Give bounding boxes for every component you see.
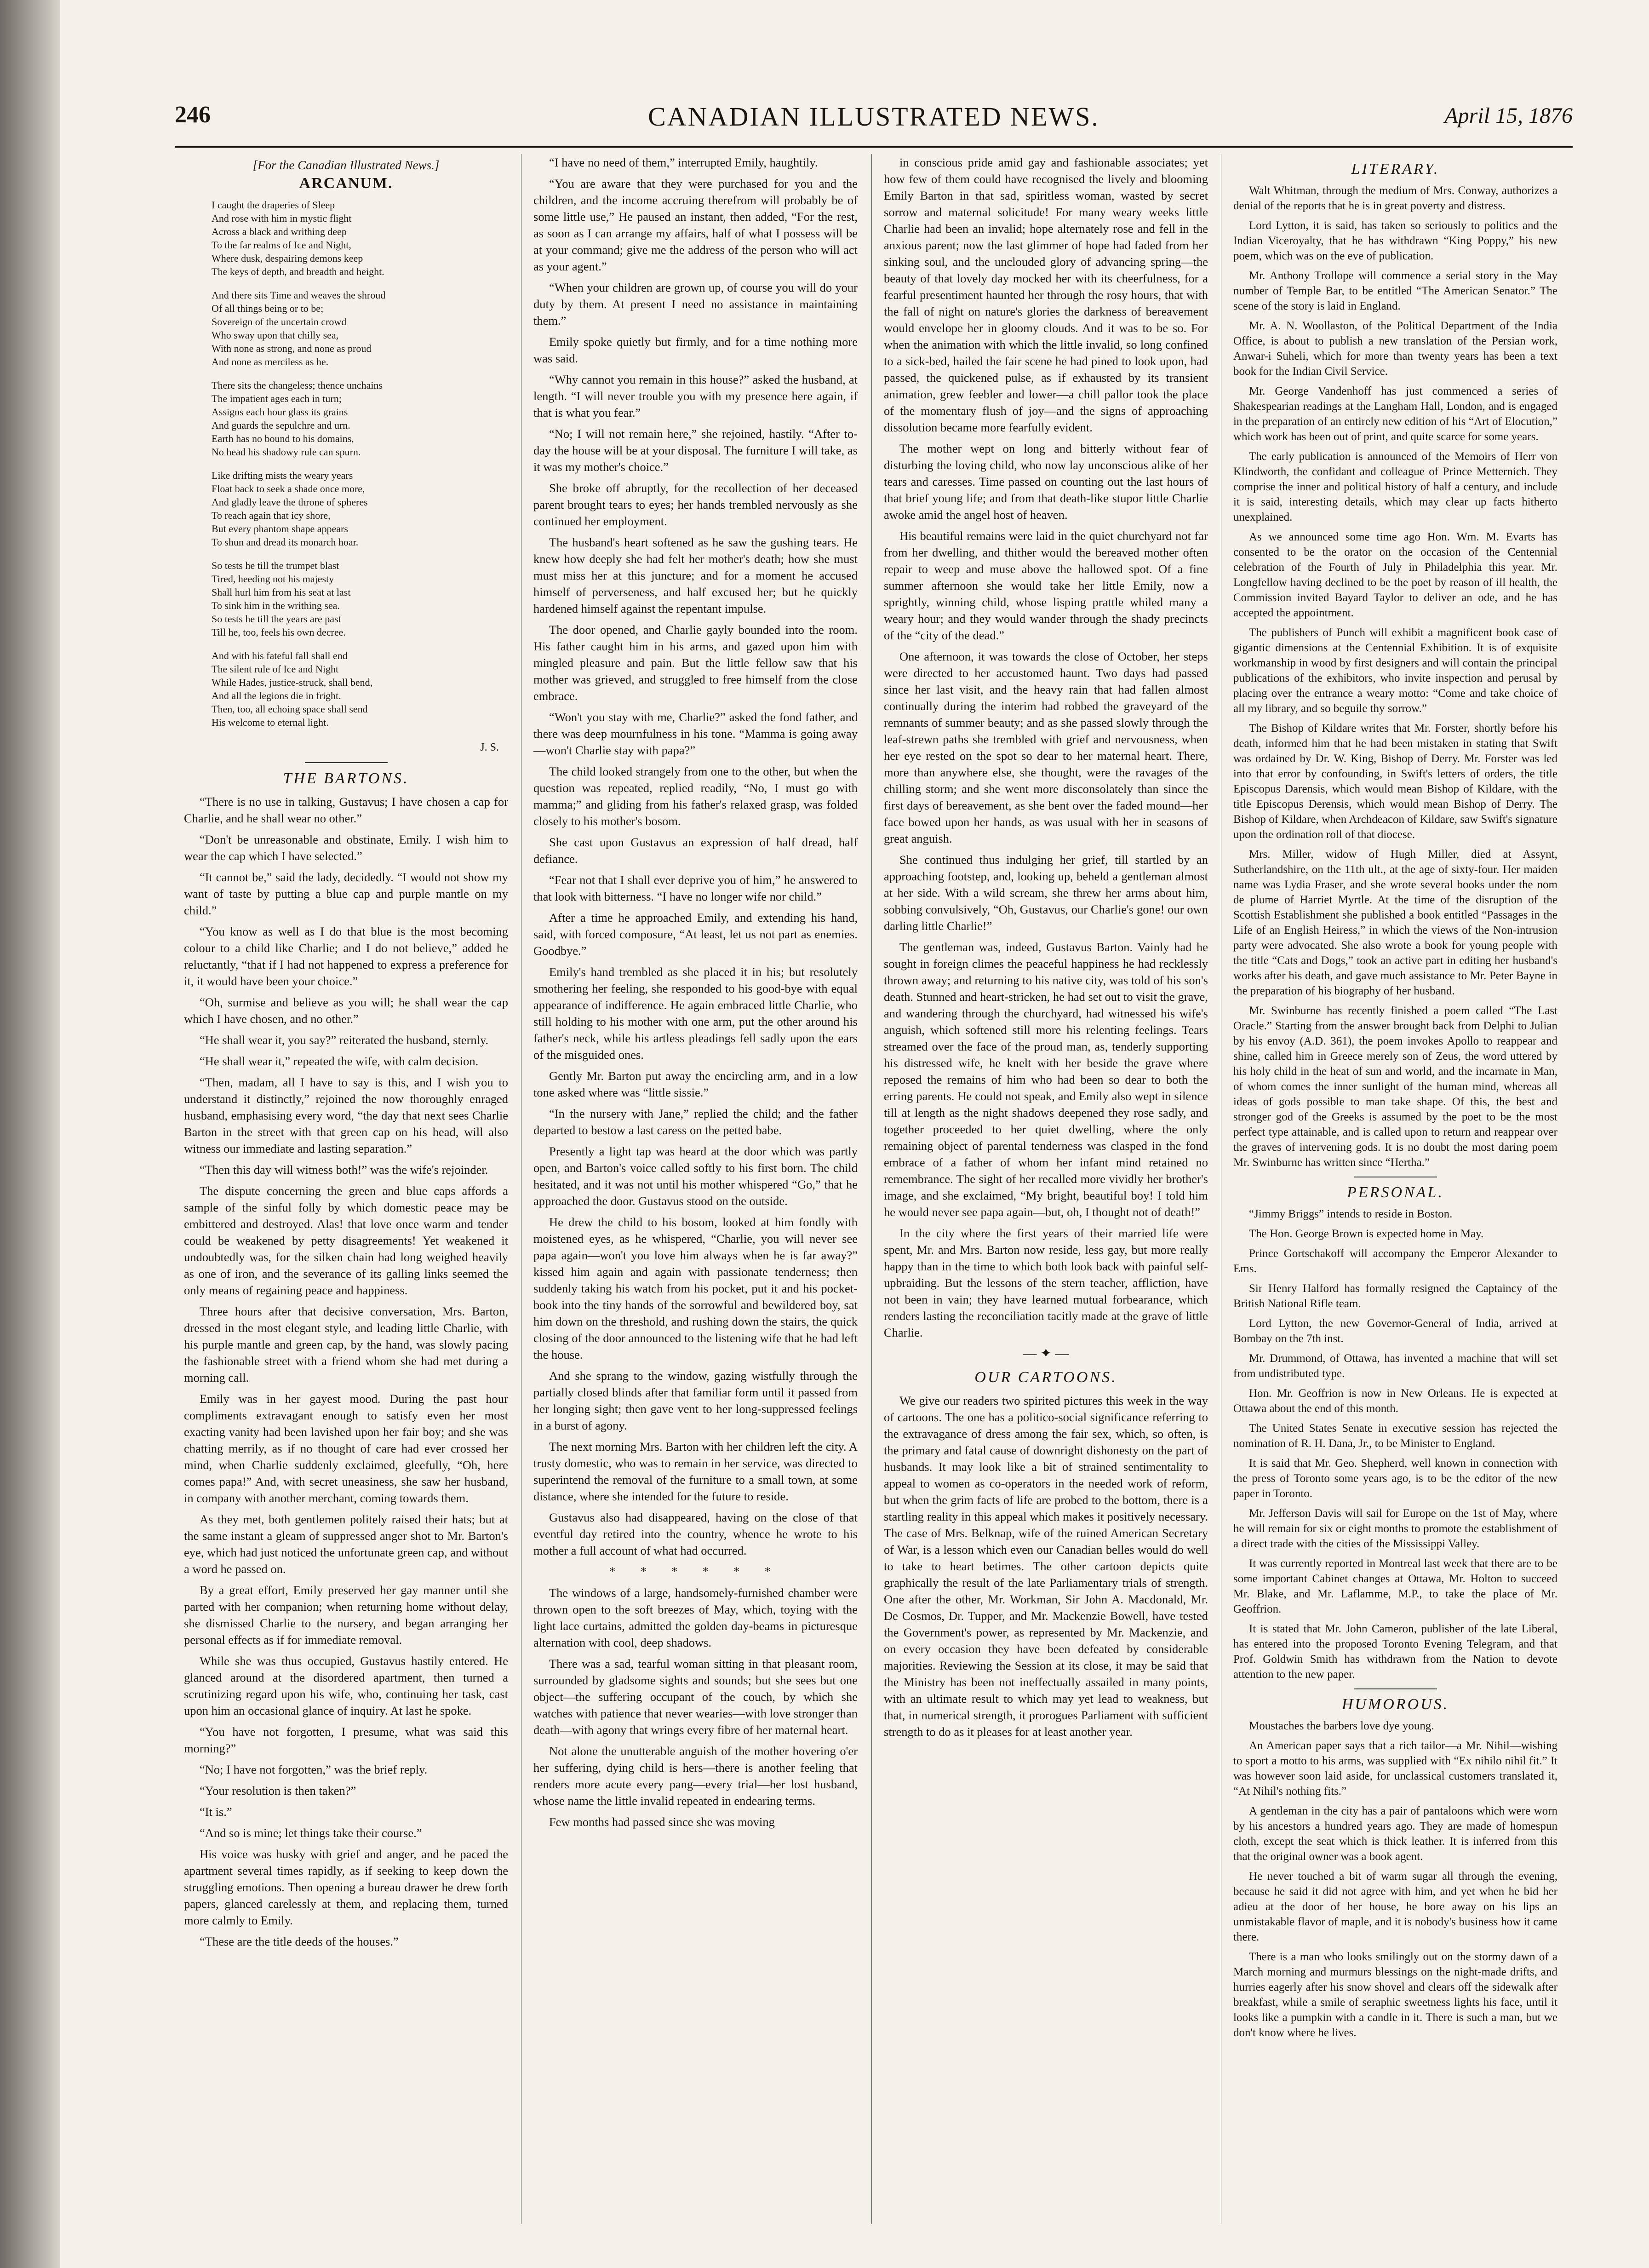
poem-stanzas [184, 198, 508, 729]
section-stars: * * * * * * [609, 1565, 782, 1578]
paragraph: “It cannot be,” said the lady, decidedly. “I would not show my want of taste by putting a blue cap and purple mantle on my child.” [184, 870, 508, 917]
paragraph: “Your resolution is then taken?” [200, 1784, 356, 1797]
news-note: It is said that Mr. Geo. Shepherd, well known in connection with the press of Toronto some years ago, is to be the editor of the new paper in Toronto. [1233, 1457, 1557, 1500]
paragraph: One afternoon, it was towards the close of October, her steps were directed to her accustomed haunt. Two days had passed since her last visit, and the heavy rain that had fallen almost continually during the interim had robbed the graveyard of the remnants of summer beauty; and as she passed slowly through the leaf-strewn paths she trembled with grief and nervousness, when her eye rested on the spot so dear to her maternal heart. There, more than anywhere else, she thought, were the ravages of the chilling storm; and she went more disconsolately than since the first days of bereavement, as she bent over the faded mound—her face bowed upon her hands, as was usual with her in seasons of great anguish. [884, 649, 1208, 845]
paragraph: “It is.” [200, 1805, 232, 1819]
paragraph: “Then, madam, all I have to say is this, and I wish you to understand it distinctly,” rejoined the now thoroughly enraged husband, emphasising every word, “the day that next sees Charlie Barton in the street with that green cap on his head, will also witness our immediate and lasting separation.” [184, 1075, 508, 1155]
paragraph: The mother wept on long and bitterly without fear of disturbing the loving child, who now lay unconscious alike of her tears and caresses. Time passed on counting out the last hours of that brief young life; and from that death-like stupor little Charlie awoke amid the angel host of heaven. [884, 442, 1208, 522]
paragraph: The windows of a large, handsomely-furnished chamber were thrown open to the soft breezes of May, which, toying with the light lace curtains, admitted the golden day-beams in picturesque alternation with cool, deep shadows. [533, 1586, 858, 1649]
news-note: Lord Lytton, it is said, has taken so seriously to politics and the Indian Viceroyalty, that he has withdrawn “King Poppy,” his new poem, which was on the eve of publication. [1233, 219, 1557, 262]
paragraph: Gently Mr. Barton put away the encircling arm, and in a low tone asked where was “little sissie.” [533, 1069, 858, 1099]
humorous-notes [1233, 1718, 1557, 2040]
paragraph: Presently a light tap was heard at the door which was partly open, and Barton's voice called softly to his first born. The child hesitated, and it was not until his mother whispered “Go,” that he approached the door. Gustavus stood on the outside. [533, 1144, 858, 1208]
paragraph: “He shall wear it, you say?” reiterated the husband, sternly. [200, 1033, 489, 1047]
paragraph: Emily's hand trembled as she placed it in his; but resolutely smothering her feeling, she responded to his good-bye with equal appearance of indifference. He again embraced little Charlie, who still holding to his mother with one arm, put the other around his father's neck, while his artless pleadings fell sadly upon the ears of the misguided ones. [533, 965, 858, 1062]
paragraph: “No; I have not forgotten,” was the brief reply. [200, 1763, 428, 1776]
news-note: Mr. Jefferson Davis will sail for Europe on the 1st of May, where he will remain for six or eight months to promote the establishment of a direct trade with the cities of the Mississippi Valley. [1233, 1507, 1557, 1550]
paragraph: We give our readers two spirited pictures this week in the way of cartoons. The one has a politico-social significance referring to the extravagance of dress among the fair sex, which, so often, is the primary and fatal cause of downright dishonesty on the part of husbands. It may look like a bit of strained sentimentality to appeal to women as co-operators in the needed work of reform, but when the grim facts of life are probed to the bottom, there is a startling reality in this appeal which makes it positively necessary. The case of Mrs. Belknap, wife of the ruined American Secretary of War, is a lesson which even our Canadian belles would do well to take to heart betimes. The other cartoon depicts quite graphically the result of the late Parliamentary trials of strength. One after the other, Mr. Workman, Sir John A. Macdonald, Mr. De Cosmos, Dr. Tupper, and Mr. Mackenzie Bowell, have tested the Government's power, as represented by Mr. Mackenzie, and on every occasion they have been defeated by considerable majorities. Reviewing the Session at its close, it may be said that the Ministry has been not ineffectually assailed in many points, with an ultimate result to which may yet lead to weakness, but that, in numerical strength, it prorogues Parliament with sufficient strength to do as it pleases for at least another year. [884, 1394, 1208, 1739]
news-note: “Jimmy Briggs” intends to reside in Boston. [1249, 1208, 1453, 1220]
paragraph: “You know as well as I do that blue is the most becoming colour to a child like Charlie; and I do not believe,” added he reluctantly, “that if I had not happened to express a preference for it, it would have been your choice.” [184, 924, 508, 988]
paragraph: Gustavus also had disappeared, having on the close of that eventful day retired into the country, whence he wrote to his mother a full account of what had occurred. [533, 1510, 858, 1557]
paragraph: And she sprang to the window, gazing wistfully through the partially closed blinds after that familiar form until it passed from her longing sight; then gave vent to her long-suppressed feelings in a burst of agony. [533, 1369, 858, 1432]
personal-title: PERSONAL. [1347, 1184, 1444, 1201]
news-note: As we announced some time ago Hon. Wm. M. Evarts has consented to be the orator on the occasion of the Centennial celebration of the Fourth of July in Philadelphia this year. Mr. Longfellow having declined to be the poet by reason of ill health, the Commission invited Bayard Taylor to deliver an ode, and he has accepted the appointment. [1233, 531, 1557, 619]
poem-stanza: And there sits Time and weaves the shroud Of all things being or to be; Sovereign of the uncertain crowd Who sway upon that chilly sea, With none as strong, and none as proud And none as merciless as he. [212, 289, 386, 367]
paragraph: After a time he approached Emily, and extending his hand, said, with forced composure, “At least, let us not part as enemies. Goodbye.” [533, 911, 858, 958]
paragraph: “He shall wear it,” repeated the wife, with calm decision. [200, 1054, 479, 1068]
paragraph: “Why cannot you remain in this house?” asked the husband, at length. “I will never trouble you with my presence here again, if that is what you fear.” [533, 373, 858, 419]
paragraph: in conscious pride amid gay and fashionable associates; yet how few of them could have recognised the lively and blooming Emily Barton in that sad, spiritless woman, wasted by secret sorrow and maternal solicitude! For many weary weeks little Charlie had been an invalid; hope alternately rose and fell in the anxious parent; now the last glimmer of hope had faded from her sinking soul, and the unclouded glory of advancing spring—the beauty of that lovely day mocked her with its cheerfulness, for a fearful presentiment haunted her through the rosy hours, that with the fall of night on nature's glories the darkness of bereavement would envelope her in gloomy clouds. And it was to be so. For when the animation with which the little invalid, so long confined to a sick-bed, hailed the fair scene he had pined to look upon, had passed, the quickened pulse, as if exhausted by its transient animation, grew feebler and lower—a chill pallor took the place of the momentary flush of joy—and the signs of approaching dissolution became more fearfully evident. [884, 155, 1208, 434]
news-note: There is a man who looks smilingly out on the stormy dawn of a March morning and murmurs blessings on the night-made drifts, and hurries eagerly after his snow shovel and clears off the sidewalk after breakfast, while a smile of seraphic sweetness lights his face, until it looks like a pumpkin with a candle in it. There is such a man, but we don't know where he lives. [1233, 1951, 1557, 2039]
paragraph: “In the nursery with Jane,” replied the child; and the father departed to bestow a last caress on the petted babe. [533, 1107, 858, 1137]
poem-stanza: So tests he till the trumpet blast Tired, heeding not his majesty Shall hurl him from his seat at last To sink him in the writhing sea. So tests he till the years are past Till he, too, feels his own decree. [212, 560, 351, 638]
paragraph: She cast upon Gustavus an expression of half dread, half defiance. [533, 835, 858, 866]
page-number: 246 [175, 102, 211, 128]
news-note: The early publication is announced of the Memoirs of Herr von Klindworth, the confidant and colleague of Prince Metternich. They comprise the inner and political history of half a century, and include it is said, interesting details, which may clear up facts hitherto unexplained. [1233, 450, 1557, 523]
story-body-continued [533, 154, 858, 1559]
section-divider [305, 762, 388, 763]
news-note: It is stated that Mr. John Cameron, publisher of the late Liberal, has entered into the proposed Toronto Evening Telegram, and that Prof. Goldwin Smith has withdrawn from the Nation to devote attention to the new paper. [1233, 1623, 1557, 1681]
masthead-rule [175, 146, 1573, 148]
news-note: The publishers of Punch will exhibit a magnificent book case of gigantic dimensions at the Centennial Exhibition. It is of exquisite workmanship in wood by first designers and will contain the principal publications of the exhibitors, who invite inspection and perusal by placing over the entrance a weary motto: “Come and take choice of all my library, and so beguile thy sorrow.” [1233, 626, 1557, 715]
paragraph: “Oh, surmise and believe as you will; he shall wear the cap which I have chosen, and no other.” [184, 995, 508, 1026]
news-note: It was currently reported in Montreal last week that there are to be some important Cabinet changes at Ottawa, Mr. Holton to succeed Mr. Blake, and Mr. Laflamme, M.P., to take the place of Mr. Geoffrion. [1233, 1557, 1557, 1615]
story-body [184, 793, 508, 1950]
paragraph: The dispute concerning the green and blue caps affords a sample of the sinful folly by which domestic peace may be embittered and destroyed. Alas! that love once warm and tender could be weakened by petty disagreements! Yet weakened it undoubtedly was, for the silken chain had long weighed heavily as one of iron, and the severance of its galling links seemed the only means of regaining peace and happiness. [184, 1184, 508, 1297]
paragraph: He drew the child to his bosom, looked at him fondly with moistened eyes, as he whispered, “Charlie, you will never see papa again—won't you love him always when he is far away?” kissed him again and again with passionate tenderness; then suddenly taking his watch from his pocket, put it and his pocket-book into the tiny hands of the sorrowful and bewildered boy, sat him down on the threshold, and rushing down the stairs, the quick closing of the door announced to the listening wife that he had left the house. [533, 1215, 858, 1361]
paragraph: “There is no use in talking, Gustavus; I have chosen a cap for Charlie, and he shall wear no other.” [184, 795, 508, 825]
column-3 [884, 154, 1208, 2219]
poem-stanza: There sits the changeless; thence unchains The impatient ages each in turn; Assigns each hour glass its grains And guards the sepulchre and urn. Earth has no bound to his domains, No head his shadowy rule can spurn. [212, 379, 383, 458]
poem-signature: J. S. [480, 741, 499, 753]
masthead [175, 101, 1573, 143]
literary-notes [1233, 183, 1557, 1170]
news-note: A gentleman in the city has a pair of pantaloons which were worn by his ancestors a hundred years ago. They are made of homespun cloth, except the seat which is thick leather. It is inferred from this that the original owner was a book agent. [1233, 1805, 1557, 1863]
news-note: He never touched a bit of warm sugar all through the evening, because he said it did not agree with him, and yet when he bid her adieu at the door of her house, he bore away on his lips an unmistakable flavor of maple, and it is nobody's business how it came there. [1233, 1870, 1557, 1943]
paragraph: The door opened, and Charlie gayly bounded into the room. His father caught him in his arms, and gazed upon him with mingled pleasure and pain. But the little fellow saw that his mother was grieved, and struggled to free himself from the close embrace. [533, 623, 858, 703]
paragraph: Few months had passed since she was moving [549, 1815, 775, 1829]
paragraph: While she was thus occupied, Gustavus hastily entered. He glanced around at the disordered apartment, then turned a scrutinizing regard upon his wife, who, continuing her task, cast upon him an occasional glance of inquiry. At last he spoke. [184, 1654, 508, 1717]
paragraph: His voice was husky with grief and anger, and he paced the apartment several times rapidly, as if seeking to keep down the struggling emotions. Then opening a bureau drawer he drew forth papers, glanced carelessly at them, and replacing them, turned more calmly to Emily. [184, 1847, 508, 1927]
paragraph: Not alone the unutterable anguish of the mother hovering o'er her suffering, dying child is hers—there is another feeling that renders more acute every pang—every trial—her lost husband, whose name the little invalid repeated in endearing terms. [533, 1744, 858, 1808]
paragraph: She continued thus indulging her grief, till startled by an approaching footstep, and, looking up, beheld a gentleman almost at her side. With a wild scream, she threw her arms about him, sobbing convulsively, “Oh, Gustavus, our Charlie's gone! our own darling little Charlie!” [884, 853, 1208, 933]
column-1 [184, 154, 508, 2219]
paragraph: “Then this day will witness both!” was the wife's rejoinder. [200, 1163, 488, 1177]
news-note: Mr. Drummond, of Ottawa, has invented a machine that will set from undistributed type. [1233, 1352, 1557, 1380]
news-note: Mr. Anthony Trollope will commence a serial story in the May number of Temple Bar, to be entitled “The American Senator.” The scene of the story is laid in England. [1233, 270, 1557, 312]
paragraph: “I have no need of them,” interrupted Emily, haughtily. [549, 155, 818, 169]
news-note: The Bishop of Kildare writes that Mr. Forster, shortly before his death, informed him that he had been mistaken in stating that Swift was ordained by Dr. W. King, Bishop of Derry. Mr. Forster was led into that error by confounding, in Swift's letters of orders, the title Episcopus Darensis, which would mean Bishop of Kildare, with the title Episcopus Derensis, which would mean Bishop of Derry. The Bishop of Kildare, when Archdeacon of Kildare, saw Swift's signature upon the ordination roll of that diocese. [1233, 722, 1557, 841]
news-note: Hon. Mr. Geoffrion is now in New Orleans. He is expected at Ottawa about the end of this month. [1233, 1387, 1557, 1415]
news-note: The Hon. George Brown is expected home in May. [1249, 1228, 1484, 1240]
poem-stanza: Like drifting mists the weary years Float back to seek a shade once more, And gladly leave the throne of spheres To reach again that icy shore, But every phantom shape appears To shun and dread its monarch hoar. [212, 470, 368, 548]
section-divider [1354, 1688, 1437, 1689]
paragraph: “And so is mine; let things take their course.” [200, 1826, 422, 1840]
newspaper-title: CANADIAN ILLUSTRATED NEWS. [648, 102, 1099, 132]
paragraph: She broke off abruptly, for the recollection of her deceased parent brought tears to eyes; her hands trembled nervously as she continued her employment. [533, 481, 858, 528]
ornament-divider: — ✦ — [1023, 1346, 1069, 1361]
page-edge-shadow [0, 0, 60, 2268]
news-note: An American paper says that a rich tailor—a Mr. Nihil—wishing to sport a motto to his arms, was supplied with “Ex nihilo nihil fit.” It was however soon laid aside, for unclassical customers translated it, “At Nihil's nothing fits.” [1233, 1740, 1557, 1797]
paragraph: Emily was in her gayest mood. During the past hour compliments extravagant enough to satisfy even her most exacting vanity had been lavished upon her fair boy; and she was chatting merrily, as if no thought of care had ever crossed her mind, when Charlie suddenly exclaimed, gleefully, “Oh, here comes papa!” And, with secret uneasiness, she saw her husband, in company with another merchant, coming towards them. [184, 1392, 508, 1505]
paragraph: His beautiful remains were laid in the quiet churchyard not far from her dwelling, and thither would the bereaved mother often repair to weep and muse above the hallowed spot. Of a fine summer afternoon she would take her little Emily, now a sprightly, winning child, whose lisping prattle whiled many a weary hour; and they would wander through the shady precincts of the “city of the dead.” [884, 529, 1208, 642]
paragraph: The next morning Mrs. Barton with her children left the city. A trusty domestic, who was to remain in her service, was directed to superintend the removal of the furniture to a small town, at some distance, where she intended for the future to reside. [533, 1440, 858, 1503]
paragraph: “These are the title deeds of the houses.” [200, 1935, 399, 1948]
poem-stanza: And with his fateful fall shall end The silent rule of Ice and Night While Hades, justice-struck, shall bend, And all the legions die in fright. Then, too, all echoing space shall send His welcome to eternal light. [212, 650, 373, 728]
news-note: Sir Henry Halford has formally resigned the Captaincy of the British National Rifle team. [1233, 1282, 1557, 1310]
paragraph: Emily spoke quietly but firmly, and for a time nothing more was said. [533, 335, 858, 365]
cartoons-body [884, 1392, 1208, 1740]
paragraph: Three hours after that decisive conversation, Mrs. Barton, dressed in the most elegant style, and leading little Charlie, with his purple mantle and green cap, by the hand, was slowly pacing the fashionable street with a friend whom she had met during a morning call. [184, 1304, 508, 1384]
paragraph: By a great effort, Emily preserved her gay manner until she parted with her companion; when returning home without delay, she dismissed Charlie to the nursery, and began arranging her personal effects as if for immediate removal. [184, 1583, 508, 1647]
news-note: Moustaches the barbers love dye young. [1249, 1720, 1434, 1732]
paragraph: “No; I will not remain here,” she rejoined, hastily. “After to-day the house will be at your disposal. The furniture I will take, as it was my mother's choice.” [533, 427, 858, 474]
paragraph: “When your children are grown up, of course you will do your duty by them. At present I need no assistance in maintaining them.” [533, 281, 858, 327]
paragraph: “Fear not that I shall ever deprive you of him,” he answered to that look with bitterness. “I have no longer wife nor child.” [533, 873, 858, 903]
poem-credit: [For the Canadian Illustrated News.] [252, 158, 440, 172]
paragraph: The child looked strangely from one to the other, but when the question was repeated, replied readily, “No, I must go with mamma;” and gliding from his father's relaxed grasp, was folded closely to his mother's bosom. [533, 764, 858, 828]
paragraph: “You are aware that they were purchased for you and the children, and the income accruing therefrom will probably be of some little use,” He paused an instant, then added, “For the rest, as soon as I can arrange my affairs, half of what I possess will be at your command; give me the address of the person who will act as your agent.” [533, 177, 858, 273]
story-body-continued-b [533, 1585, 858, 1830]
poem-title: ARCANUM. [299, 175, 393, 192]
news-note: Mrs. Miller, widow of Hugh Miller, died at Assynt, Sutherlandshire, on the 11th ult., at the age of sixty-four. Her maiden name was Lydia Fraser, and she wrote several books under the nom de plume of Harriet Myrtle. At the time of the disruption of the Scottish Establishment she published a book entitled “Passages in the Life of an English Heiress,” in which the views of the Non-intrusion party were advocated. She also wrote a book for young people with the title “Cats and Dogs,” took an active part in editing her husband's works after his death, and gave much assistance to Mr. Peter Bayne in the preparation of his biography of her husband. [1233, 848, 1557, 997]
paragraph: In the city where the first years of their married life were spent, Mr. and Mrs. Barton now reside, less gay, but more really happy than in the time to which both look back with painful self-upbraiding. But the lessons of the stern teacher, affliction, have not been in vain; they have learned mutual forbearance, which renders lasting the reconciliation tacitly made at the grave of little Charlie. [884, 1226, 1208, 1339]
story-title: THE BARTONS. [283, 770, 409, 787]
paragraph: There was a sad, tearful woman sitting in that pleasant room, surrounded by gladsome sights and sounds; but she sees but one object—the suffering occupant of the couch, by which she watches with patience that never wearies—with love stronger than death—with agony that wrings every fibre of her maternal heart. [533, 1657, 858, 1737]
paragraph: “You have not forgotten, I presume, what was said this morning?” [184, 1725, 508, 1755]
news-note: Mr. George Vandenhoff has just commenced a series of Shakespearian readings at the Langham Hall, London, and is engaged in the preparation of an entirely new edition of his “Art of Elocution,” which work has been out of print, and quite scarce for some years. [1233, 385, 1557, 443]
paragraph: As they met, both gentlemen politely raised their hats; but at the same instant a gleam of suppressed anger shot to Mr. Barton's eye, which had just noticed the unfortunate green cap, and without a word he passed on. [184, 1512, 508, 1576]
news-note: Mr. Swinburne has recently finished a poem called “The Last Oracle.” Starting from the answer brought back from Delphi to Julian by his envoy (A.D. 361), the poem invokes Apollo to reappear and shine, called him in Greece merely son of Zeus, the word uttered by his holy child in the heat of sun and world, and the incarnate in Man, of whom comes the inner sunlight of the human mind, whereas all ideas of gods possible to man take shape. Of this, the best and stronger god of the Greeks is assumed by the poet to be the most perfect type attainable, and is called upon to return and reappear over the graves of intervening gods. It is no doubt the most daring poem Mr. Swinburne has written since “Hertha.” [1233, 1005, 1557, 1169]
news-note: Lord Lytton, the new Governor-General of India, arrived at Bombay on the 7th inst. [1233, 1317, 1557, 1345]
issue-date: April 15, 1876 [1444, 103, 1573, 128]
paragraph: The gentleman was, indeed, Gustavus Barton. Vainly had he sought in foreign climes the peaceful happiness he had recklessly thrown away; and returning to his native city, was told of his son's death. Stunned and heart-stricken, he had set out to visit the grave, and wandering through the churchyard, had witnessed his wife's anguish, which softened still more his relenting feelings. Tears streamed over the face of the proud man, as, tenderly supporting his distressed wife, he knelt with her beside the grave where reposed the remains of him who had been so dear to both the erring parents. He could not speak, and Emily also wept in silence till at length as the night shadows deepened they rose sadly, and together proceeded to her quiet dwelling, where the only remaining object of parental tenderness was clasped in the fond embrace of a father of whom her infant mind retained no remembrance. The sight of her recalled more vividly her brother's image, and she exclaimed, “My bright, beautiful boy! I told him he would never see papa again—but, oh, I thought not of death!” [884, 940, 1208, 1219]
news-note: The United States Senate in executive session has rejected the nomination of R. H. Dana, Jr., to be Minister to England. [1233, 1422, 1557, 1450]
literary-title: LITERARY. [1351, 161, 1440, 178]
humorous-title: HUMOROUS. [1341, 1696, 1449, 1713]
news-note: Prince Gortschakoff will accompany the Emperor Alexander to Ems. [1233, 1247, 1557, 1275]
story-body-end [884, 154, 1208, 1341]
column-rule [871, 154, 872, 2224]
column-2 [533, 154, 858, 2219]
paragraph: The husband's heart softened as he saw the gushing tears. He knew how deeply she had felt her mother's death; how she must must miss her at this juncture; and for a moment he accused himself of perverseness, and half excused her; but he quickly hardened himself against the repentant impulse. [533, 535, 858, 615]
paragraph: “Won't you stay with me, Charlie?” asked the fond father, and there was deep mournfulness in his tone. “Mamma is going away—won't Charlie stay with papa?” [533, 710, 858, 757]
news-note: Mr. A. N. Woollaston, of the Political Department of the India Office, is about to publish a new translation of the Persian work, Anwar-i Suheli, which for more than twenty years has been a text book for the Indian Civil Service. [1233, 320, 1557, 378]
paragraph: “Don't be unreasonable and obstinate, Emily. I wish him to wear the cap which I have selected.” [184, 833, 508, 863]
personal-notes [1233, 1206, 1557, 1682]
poem-stanza: I caught the draperies of Sleep And rose with him in mystic flight Across a black and writhing deep To the far realms of Ice and Night, Where dusk, despairing demons keep The keys of depth, and breadth and height. [212, 199, 384, 277]
cartoons-title: OUR CARTOONS. [974, 1369, 1117, 1386]
news-note: Walt Whitman, through the medium of Mrs. Conway, authorizes a denial of the reports that he is in great poverty and distress. [1233, 184, 1557, 212]
column-4 [1233, 154, 1557, 2219]
